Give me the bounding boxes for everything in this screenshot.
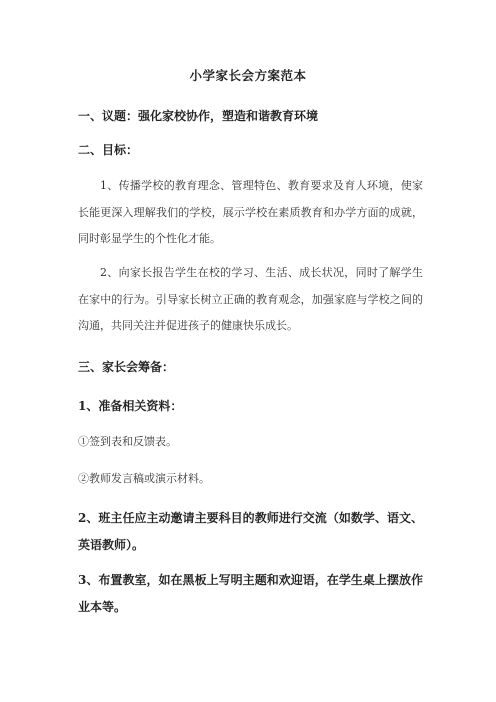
prep-item-1-heading: 1、准备相关资料： [78, 399, 183, 413]
document-title: 小学家长会方案范本 [189, 68, 307, 83]
goal-paragraph-1: 1、传播学校的教育理念、管理特色、教育要求及育人环境，使家长能更深入理解我们的学校，展示学校在素质教育和办学方面的成就，同时彰显学生的个性化才能。 [78, 179, 423, 245]
prep-item-1-sub-a: ①签到表和反馈表。 [78, 435, 177, 448]
section-heading-topic: 一、议题：强化家校协作，塑造和谐教育环境 [78, 109, 319, 123]
section-heading-preparation: 三、家长会筹备： [78, 360, 175, 374]
section-heading-goals: 二、目标： [78, 143, 139, 157]
prep-item-1-sub-b: ②教师发言稿或演示材料。 [78, 472, 210, 485]
prep-item-3: 3、布置教室，如在黑板上写明主题和欢迎语，在学生桌上摆放作业本等。 [78, 573, 423, 614]
goal-paragraph-2: 2、向家长报告学生在校的学习、生活、成长状况，同时了解学生在家中的行为。引导家长树立正确的教育观念，加强家庭与学校之间的沟通，共同关注并促进孩子的健康快乐成长。 [78, 266, 423, 332]
prep-item-2: 2、班主任应主动邀请主要科目的教师进行交流（如数学、语文、英语教师）。 [78, 511, 423, 552]
